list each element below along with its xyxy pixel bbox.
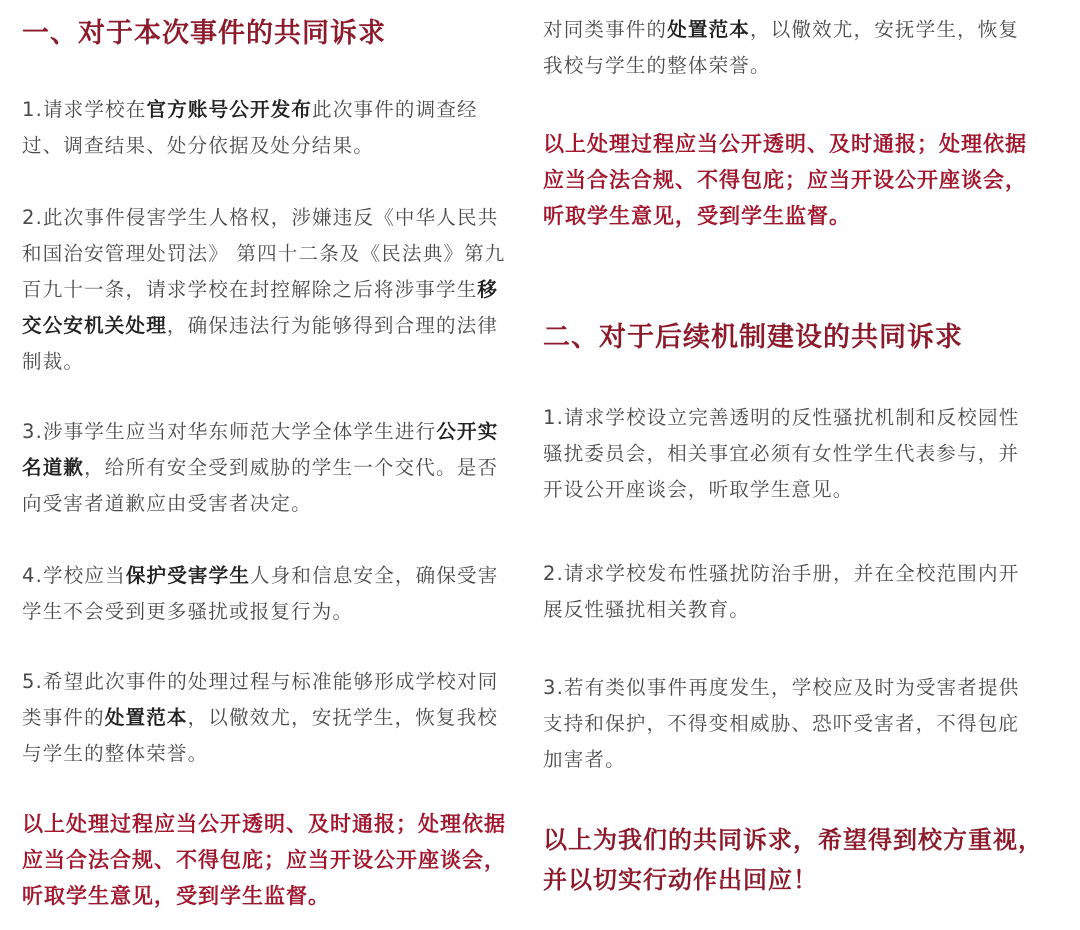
section-heading-2: 二、对于后续机制建设的共同诉求: [543, 322, 963, 353]
continued-text-end: ，以儆效尤，安抚学生，恢复我校与学生的整体荣誉。: [543, 18, 1020, 77]
mechanism-item-1: 1.请求学校设立完善透明的反性骚扰机制和反校园性骚扰委员会，相关事宜必须有女性学生代表参与，并开设公开座谈会，听取学生意见。: [543, 406, 1020, 501]
demand-item-3: [22, 414, 512, 522]
demand-2-emphasis: 移交公安机关处理: [22, 278, 499, 337]
demand-2-text-end: ，确保违法行为能够得到合理的法律制裁。: [22, 314, 499, 373]
demand-item-2: [22, 200, 512, 380]
section-heading-1: 一、对于本次事件的共同诉求: [22, 18, 386, 49]
process-requirements-note-repeat: 以上处理过程应当公开透明、及时通报；处理依据应当合法合规、不得包庇；应当开设公开座谈会，听取学生意见，受到学生监督。: [543, 132, 1027, 228]
demand-1-text-end: 此次事件的调查经过、调查结果、处分依据及处分结果。: [22, 98, 478, 157]
continued-emphasis: 处置范本: [667, 18, 751, 41]
continued-demand-5: [543, 12, 1033, 84]
left-column: [0, 0, 520, 930]
demand-5-text: 5.希望此次事件的处理过程与标准能够形成学校对同类事件的: [22, 670, 499, 729]
demand-item-5: [22, 664, 512, 772]
right-column: [540, 0, 1060, 930]
mechanism-item-2: 2.请求学校发布性骚扰防治手册，并在全校范围内开展反性骚扰相关教育。: [543, 562, 1020, 621]
demand-5-text-end: ，以儆效尤，安抚学生，恢复我校与学生的整体荣誉。: [22, 706, 499, 765]
demand-3-emphasis: 公开实名道歉: [22, 420, 499, 479]
demand-5-emphasis: 处置范本: [104, 706, 188, 729]
conclusion-statement: 以上为我们的共同诉求，希望得到校方重视，并以切实行动作出回应！: [543, 826, 1043, 894]
demand-3-text-end: ，给所有安全受到威胁的学生一个交代。是否向受害者道歉应由受害者决定。: [22, 456, 499, 515]
demand-4-emphasis: 保护受害学生: [125, 564, 251, 587]
demand-2-text: 2.此次事件侵害学生人格权，涉嫌违反《中华人民共和国治安管理处罚法》 第四十二条及《民法典》第九百九十一条，请求学校在封控解除之后将涉事学生: [22, 206, 506, 301]
mechanism-item-3: 3.若有类似事件再度发生，学校应及时为受害者提供支持和保护，不得变相威胁、恐吓受害者，不得包庇加害者。: [543, 676, 1020, 771]
demand-item-4: [22, 558, 512, 630]
demand-4-text-end: 人身和信息安全，确保受害学生不会受到更多骚扰或报复行为。: [22, 564, 499, 623]
process-requirements-note: 以上处理过程应当公开透明、及时通报；处理依据应当合法合规、不得包庇；应当开设公开座谈会，听取学生意见，受到学生监督。: [22, 812, 506, 908]
demand-item-1: [22, 92, 512, 164]
demand-1-text: 1.请求学校在: [22, 98, 147, 121]
demand-4-text: 4.学校应当: [22, 564, 126, 587]
demand-1-emphasis: 官方账号公开发布: [146, 98, 313, 121]
continued-text: 对同类事件的: [543, 18, 668, 41]
demand-3-text: 3.涉事学生应当对华东师范大学全体学生进行: [22, 420, 437, 443]
